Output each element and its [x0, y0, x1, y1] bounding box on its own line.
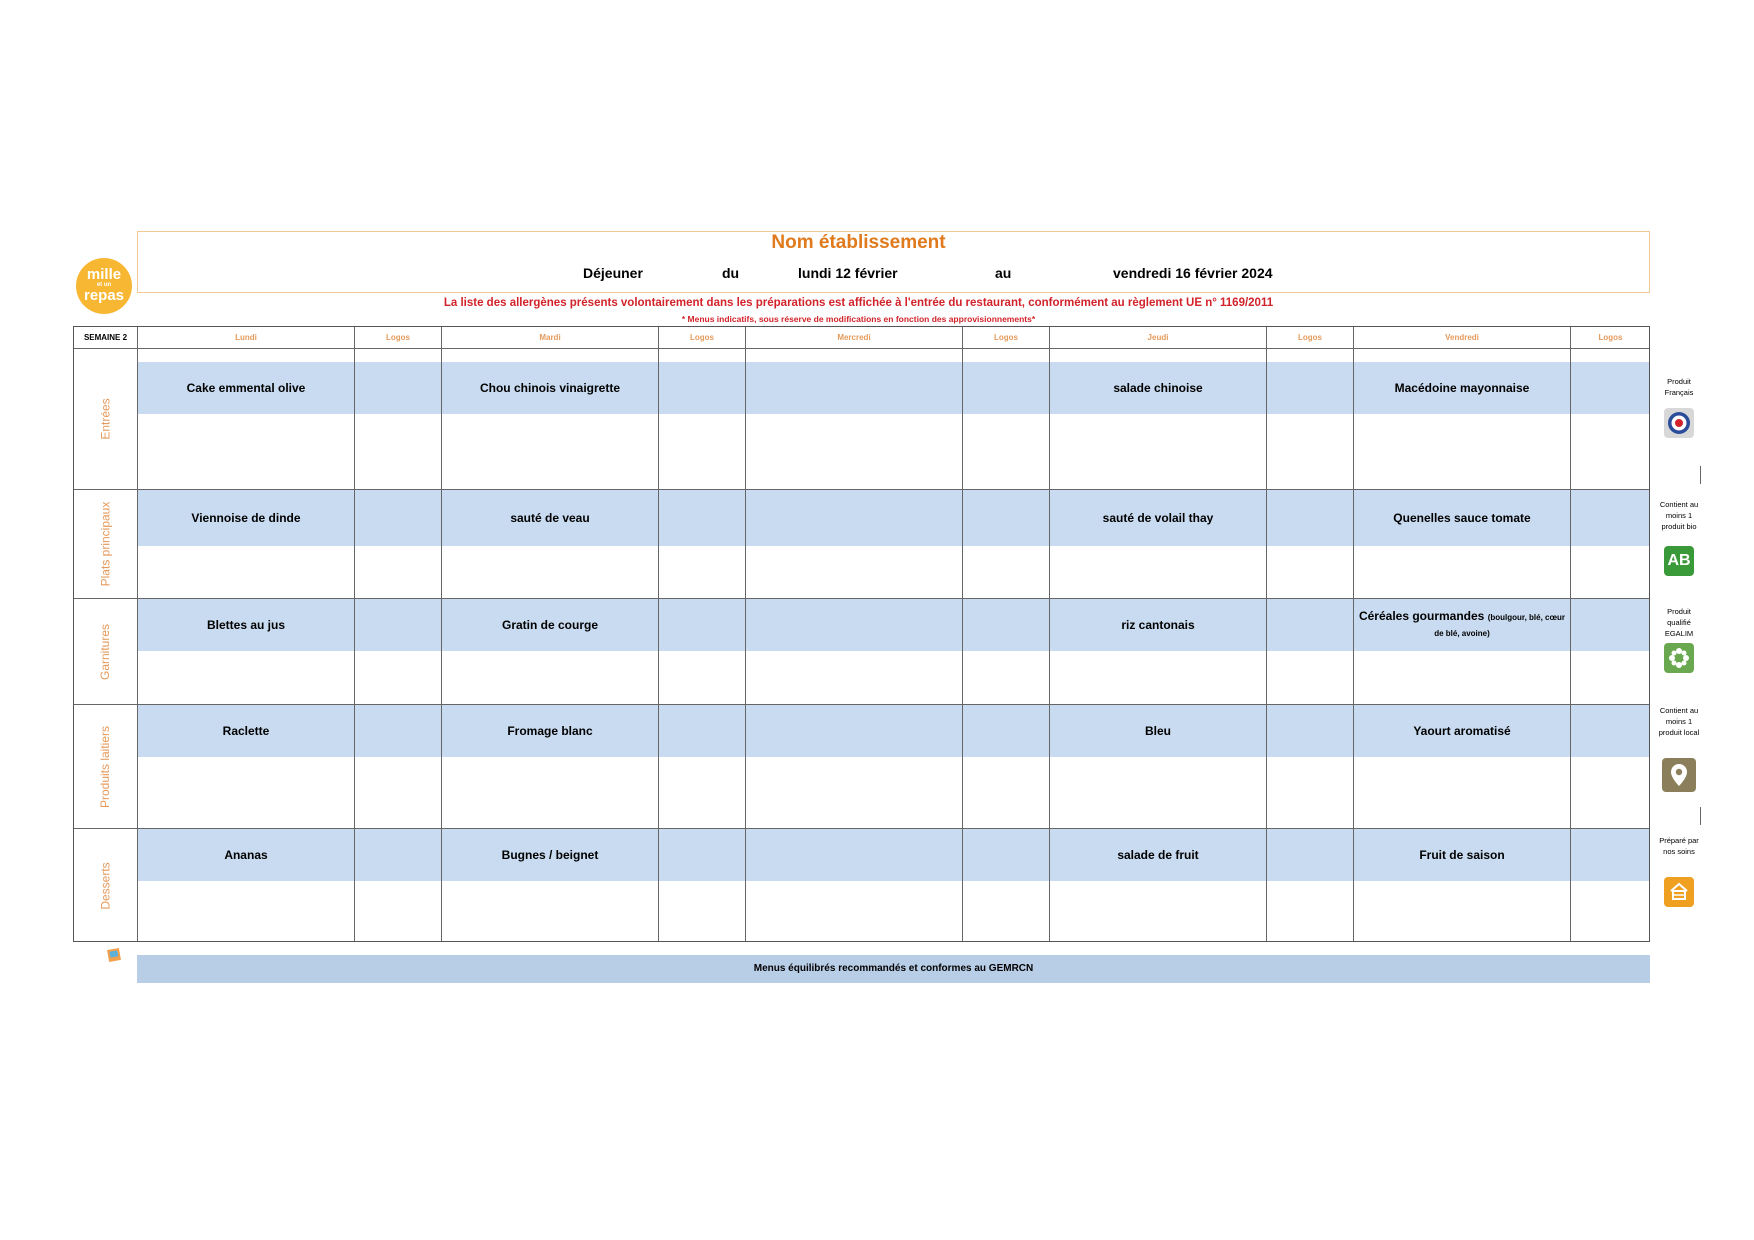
from-label: du	[722, 265, 740, 281]
dish-vendredi-garniture	[1354, 599, 1570, 651]
logo-line-2: et un	[96, 282, 112, 288]
dish-vendredi-garniture-note: (boulgour, blé, cœur de blé, avoine)	[1434, 613, 1566, 638]
row-label-desserts: Desserts	[98, 861, 113, 910]
to-label: au	[995, 265, 1012, 281]
mille-et-un-repas-logo	[76, 258, 132, 314]
row-label-garnitures: Garnitures	[98, 623, 113, 680]
dish-jeudi-plat: sauté de volail thay	[1102, 511, 1214, 525]
col-mardi: Mardi	[539, 333, 561, 342]
small-logo-icon	[106, 947, 122, 963]
dish-lundi-laitier: Raclette	[222, 724, 270, 738]
establishment-name: Nom établissement	[771, 232, 946, 253]
to-date: vendredi 16 février 2024	[1113, 265, 1273, 281]
logo-line-1: mille	[86, 266, 122, 283]
logo-line-3: repas	[83, 287, 125, 304]
indicative-notice: * Menus indicatifs, sous réserve de modifications en fonction des approvisionnements*	[681, 314, 1036, 324]
legend-homemade-text: Préparé par nos soins	[1659, 836, 1699, 856]
week-label: SEMAINE 2	[83, 333, 128, 342]
dish-lundi-garniture: Blettes au jus	[206, 618, 286, 632]
legend-egalim-text: Produit qualifié EGALIM	[1664, 607, 1694, 638]
dish-mardi-garniture: Gratin de courge	[501, 618, 599, 632]
dish-mardi-laitier: Fromage blanc	[507, 724, 593, 738]
egalim-flower-icon	[1664, 643, 1694, 673]
dish-vendredi-plat: Quenelles sauce tomate	[1393, 511, 1531, 525]
col-logos-5: Logos	[1598, 333, 1623, 342]
home-made-icon	[1664, 877, 1694, 907]
dish-lundi-entree: Cake emmental olive	[186, 381, 306, 395]
meal-label: Déjeuner	[583, 265, 643, 281]
dish-mardi-entree: Chou chinois vinaigrette	[479, 381, 620, 395]
row-label-entrees: Entrées	[98, 398, 113, 440]
dish-jeudi-garniture: riz cantonais	[1121, 618, 1195, 632]
dish-vendredi-laitier: Yaourt aromatisé	[1413, 724, 1511, 738]
location-pin-icon	[1662, 758, 1696, 792]
dish-jeudi-entree: salade chinoise	[1113, 381, 1203, 395]
french-roundel-icon	[1664, 408, 1694, 438]
col-logos-3: Logos	[994, 333, 1018, 342]
legend-french-text: Produit Français	[1664, 377, 1694, 397]
dish-vendredi-garniture-name: Céréales gourmandes	[1358, 609, 1485, 623]
ab-bio-icon: AB	[1664, 546, 1694, 576]
row-label-plats: Plats principaux	[98, 501, 113, 587]
col-vendredi: Vendredi	[1445, 333, 1479, 342]
legend-local-text: Contient au moins 1 produit local	[1658, 706, 1700, 737]
from-date: lundi 12 février	[798, 265, 898, 281]
dish-vendredi-entree: Macédoine mayonnaise	[1394, 381, 1530, 395]
menu-table	[73, 326, 1650, 942]
dish-lundi-plat: Viennoise de dinde	[191, 511, 301, 525]
dish-mardi-dessert: Bugnes / beignet	[501, 848, 599, 862]
dish-jeudi-dessert: salade de fruit	[1117, 848, 1199, 862]
allergen-notice: La liste des allergènes présents volontairement dans les préparations est affichée à l'entrée du restaurant, conformément au règlement UE n° 1169/2011	[443, 297, 1274, 309]
col-logos-1: Logos	[386, 333, 410, 342]
dish-vendredi-dessert: Fruit de saison	[1419, 848, 1505, 862]
dish-jeudi-laitier: Bleu	[1144, 724, 1171, 738]
footer-text: Menus équilibrés recommandés et conformes au GEMRCN	[753, 963, 1034, 974]
col-logos-4: Logos	[1298, 333, 1322, 342]
row-label-laitiers: Produits laitiers	[98, 725, 113, 808]
col-lundi: Lundi	[235, 333, 257, 342]
dish-mardi-plat: sauté de veau	[510, 511, 590, 525]
col-jeudi: Jeudi	[1147, 333, 1169, 342]
dish-lundi-dessert: Ananas	[224, 848, 268, 862]
col-mercredi: Mercredi	[837, 333, 871, 342]
col-logos-2: Logos	[690, 333, 714, 342]
legend-bio-text: Contient au moins 1 produit bio	[1659, 500, 1699, 531]
